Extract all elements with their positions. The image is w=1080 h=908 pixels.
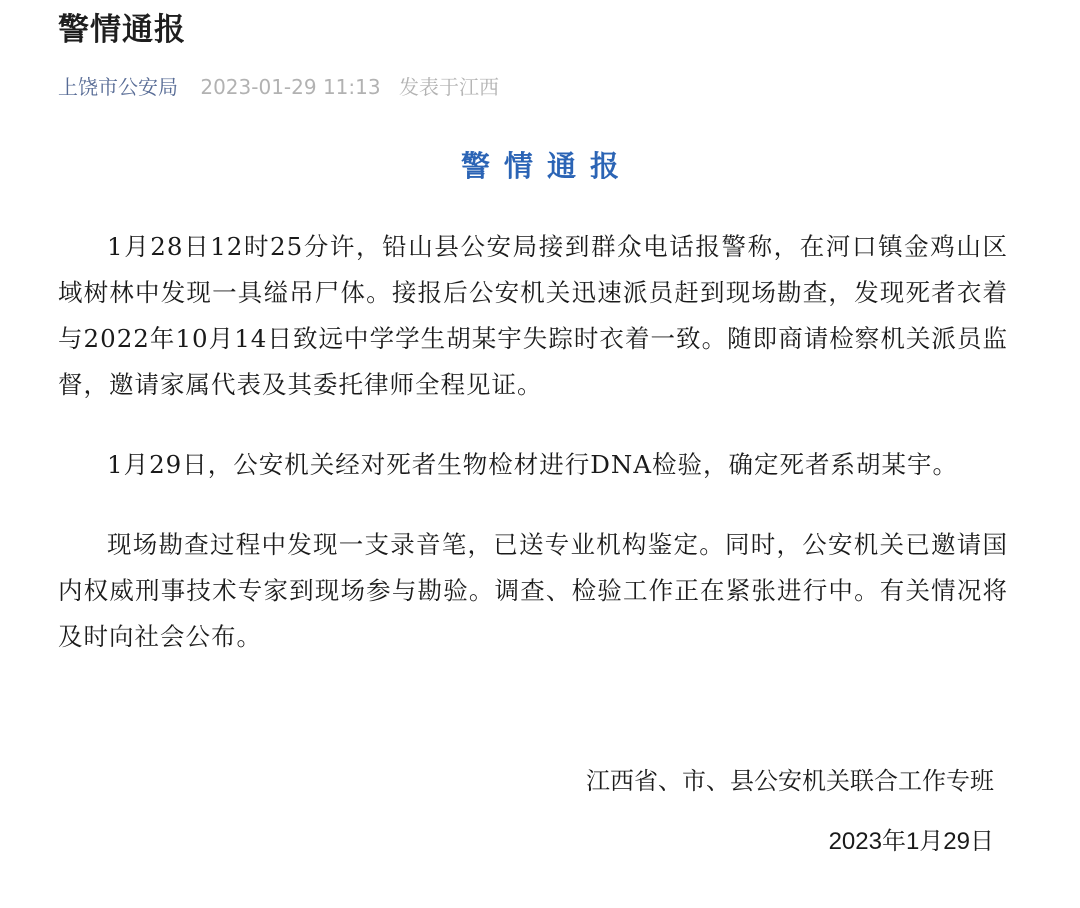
- notice-body: [58, 224, 1008, 694]
- publish-location: 发表于江西: [398, 75, 499, 99]
- notice-paragraph-3: 现场勘查过程中发现一支录音笔，已送专业机构鉴定。同时，公安机关已邀请国内权威刑事技术专家到现场参与勘验。调查、检验工作正在紧张进行中。有关情况将及时向社会公布。: [58, 530, 1008, 651]
- notice-paragraph-2: 1月29日，公安机关经对死者生物检材进行DNA检验，确定死者系胡某宇。: [107, 450, 959, 479]
- notice-paragraph-1: 1月28日12时25分许，铅山县公安局接到群众电话报警称，在河口镇金鸡山区域树林中发现一具缢吊尸体。接报后公安机关迅速派员赶到现场勘查，发现死者衣着与2022年10月14日致远中学学生胡某宇失踪时衣着一致。随即商请检察机关派员监督，邀请家属代表及其委托律师全程见证。: [58, 232, 1008, 399]
- publish-time: 2023-01-29 11:13: [200, 75, 381, 99]
- notice-signature-block: [586, 762, 994, 862]
- notice-heading: 警情通报: [460, 149, 633, 183]
- account-name-link[interactable]: 上饶市公安局: [58, 75, 178, 99]
- article-title: 警情通报: [58, 12, 186, 48]
- issuing-organization: 江西省、市、县公安机关联合工作专班: [586, 768, 994, 795]
- notice-date: 2023年1月29日: [828, 828, 994, 855]
- article-meta: [58, 71, 499, 103]
